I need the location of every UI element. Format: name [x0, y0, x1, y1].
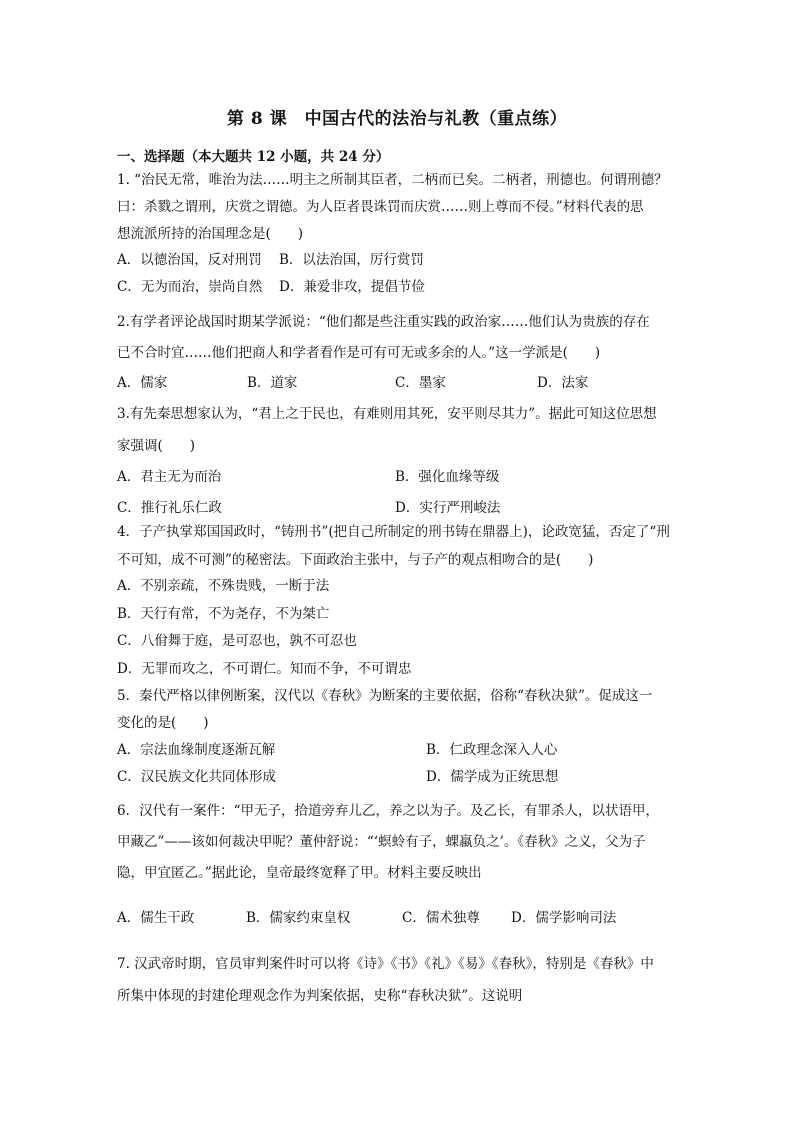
q1-stem-line-2: 曰：杀戮之谓刑，庆赏之谓德。为人臣者畏诛罚而庆赏……则上尊而不侵。”材料代表的思 [117, 199, 644, 215]
q5-option-b: B．仁政理念深入人心 [426, 742, 558, 758]
q6-option-d: D．儒学影响司法 [511, 910, 617, 926]
q1-option-c: C．无为而治，崇尚自然 [117, 279, 263, 295]
q2-stem-line-2: 已不合时宜……他们把商人和学者看作是可有可无或多余的人。”这一学派是( ) [117, 345, 601, 361]
page-title: 第 8 课 中国古代的法治与礼教（重点练） [226, 109, 568, 129]
q4-option-c: C．八佾舞于庭，是可忍也，孰不可忍也 [117, 633, 357, 649]
q2-option-d: D．法家 [537, 375, 589, 391]
q7-stem-line-1: 7. 汉武帝时期，官员审判案件时可以将《诗》《书》《礼》《易》《春秋》，特别是《春秋》中 [117, 956, 654, 972]
q2-stem-line-1: 2.有学者评论战国时期某学派说：“他们都是些注重实践的政治家……他们认为贵族的存在 [117, 314, 650, 330]
q5-stem-line-2: 变化的是( ) [117, 715, 209, 731]
q2-option-b: B．道家 [247, 375, 298, 391]
q3-stem-line-2: 家强调( ) [117, 438, 196, 454]
q6-stem-line-1: 6．汉代有一案件：“甲无子，拾道旁弃儿乙，养之以为子。及乙长，有罪杀人，以状语甲， [117, 803, 659, 819]
q4-option-a: A．不别亲疏，不殊贵贱，一断于法 [117, 578, 330, 594]
q1-option-b: B．以法治国，厉行赏罚 [279, 252, 424, 268]
q4-stem-line-2: 不可知，成不可测”的秘密法。下面政治主张中，与子产的观点相吻合的是( ) [117, 552, 594, 568]
q4-option-d: D．无罪而攻之，不可谓仁。知而不争，不可谓忠 [117, 661, 412, 677]
q3-option-a: A．君主无为而治 [117, 469, 222, 485]
q4-option-b: B．天行有常，不为尧存，不为桀亡 [117, 606, 330, 622]
q6-option-a: A．儒生干政 [117, 910, 195, 926]
q2-option-c: C．墨家 [395, 375, 446, 391]
q5-option-c: C．汉民族文化共同体形成 [117, 769, 276, 785]
q6-stem-line-3: 隐，甲宜匿乙。”据此论，皇帝最终宽释了甲。材料主要反映出 [117, 865, 482, 881]
q2-option-a: A．儒家 [117, 375, 168, 391]
q5-option-d: D．儒学成为正统思想 [426, 769, 559, 785]
q3-stem-line-1: 3.有先秦思想家认为，“君上之于民也，有难则用其死，安平则尽其力”。据此可知这位思想 [117, 406, 657, 422]
q7-stem-line-2: 所集中体现的封建伦理观念作为判案依据，史称“春秋决狱”。这说明 [117, 988, 523, 1004]
q3-option-b: B．强化血缘等级 [395, 469, 500, 485]
q1-option-d: D．兼爱非攻，提倡节俭 [279, 279, 425, 295]
q6-stem-line-2: 甲藏乙”——该如何裁决甲呢？董仲舒说：“‘螟蛉有子，蜾蠃负之’。《春秋》之义，父为子 [117, 834, 646, 850]
q5-stem-line-1: 5．秦代严格以律例断案，汉代以《春秋》为断案的主要依据，俗称“春秋决狱”。促成这一 [117, 688, 653, 704]
section-heading: 一、选择题（本大题共 12 小题，共 24 分） [117, 149, 390, 165]
q4-stem-line-1: 4．子产执掌郑国国政时，“铸刑书”(把自己所制定的刑书铸在鼎器上)，论政宽猛，否定了“刑 [117, 524, 670, 540]
q1-stem-line-1: 1. “治民无常，唯治为法……明主之所制其臣者，二柄而已矣。二柄者，刑德也。何谓刑德？ [117, 172, 668, 188]
q5-option-a: A．宗法血缘制度逐渐瓦解 [117, 742, 276, 758]
q1-option-a: A．以德治国，反对刑罚 [117, 252, 262, 268]
q1-stem-line-3: 想流派所持的治国理念是( ) [117, 226, 304, 242]
q6-option-c: C．儒术独尊 [402, 910, 480, 926]
q3-option-d: D．实行严刑峻法 [395, 500, 501, 516]
q6-option-b: B．儒家约束皇权 [246, 910, 351, 926]
q3-option-c: C．推行礼乐仁政 [117, 500, 222, 516]
